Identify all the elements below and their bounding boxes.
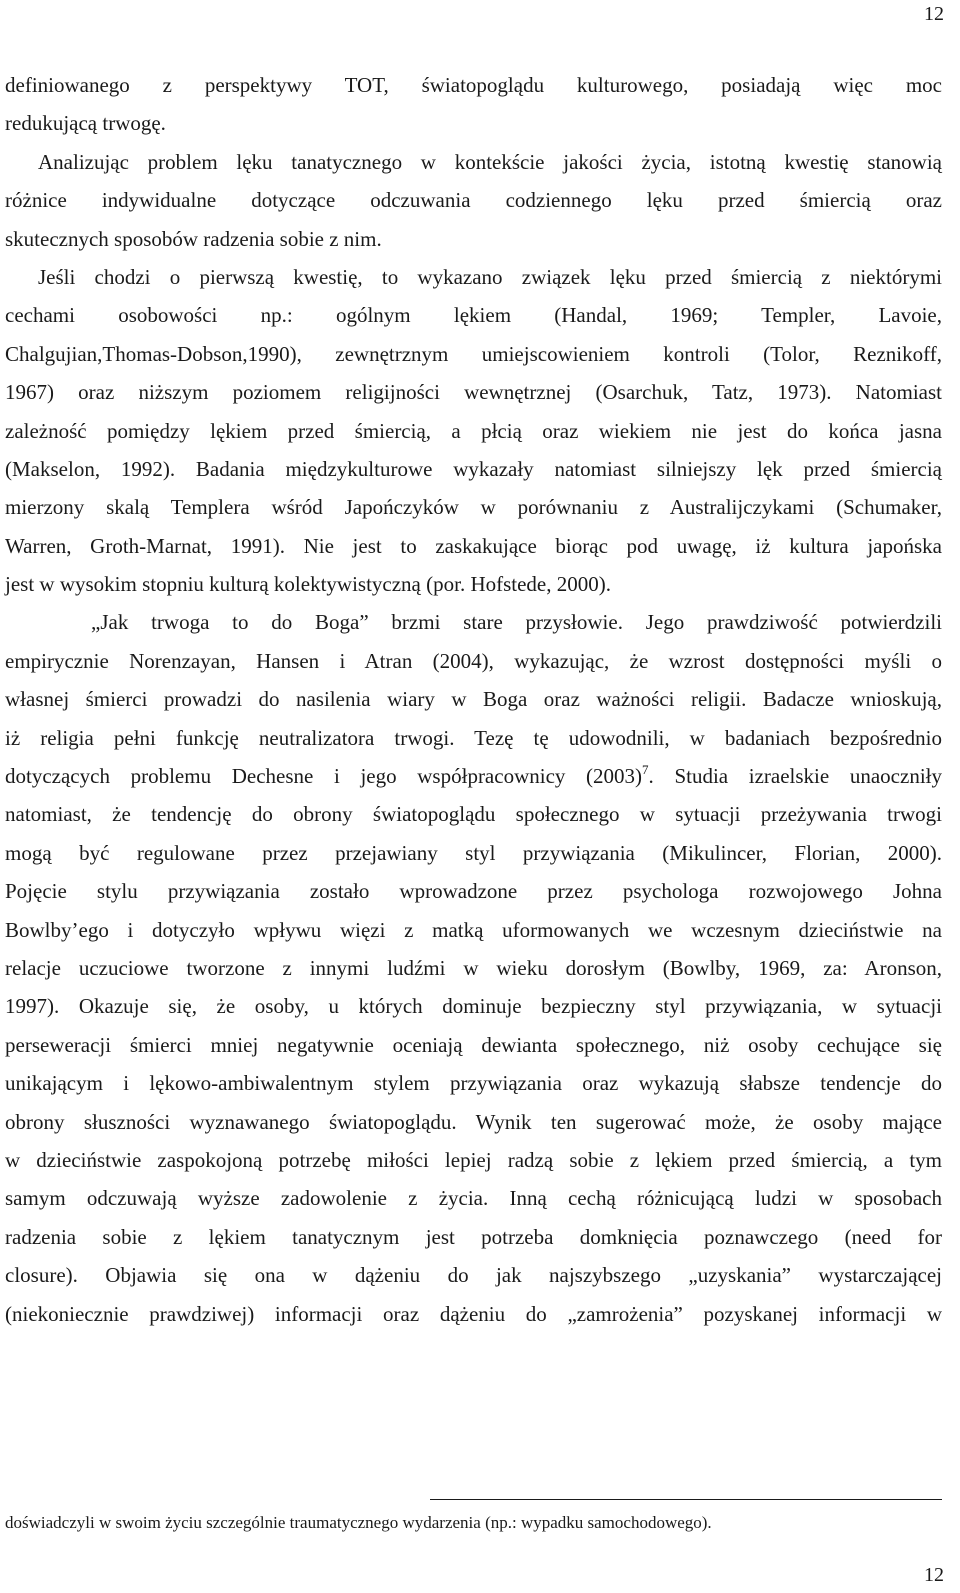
text-segment: . Studia izraelskie unaoczniły (648, 764, 942, 789)
text-line: Bowlby’ego i dotyczyło wpływu więzi z matką uformowanych we wczesnym dzieciństwie na (5, 917, 942, 942)
text-line: definiowanego z perspektywy TOT, światopoglądu kulturowego, posiadają więc moc (5, 73, 942, 97)
text-line: w dzieciństwie zaspokojoną potrzebę miłości lepiej radzą sobie z lękiem przed śmiercią, a tym (5, 1147, 942, 1172)
text-line: skutecznych sposobów radzenia sobie z nim. (5, 226, 382, 251)
text-line: Pojęcie stylu przywiązania zostało wprowadzone przez psychologa rozwojowego Johna (5, 879, 942, 904)
text-line-with-footnote (5, 757, 942, 795)
text-line: obrony słuszności wyznawanego światopoglądu. Wynik ten sugerować może, że osoby mające (5, 1109, 942, 1134)
page-number-bottom: 12 (924, 1564, 944, 1586)
text-line: zależność pomiędzy lękiem przed śmiercią, a płcią oraz wiekiem nie jest do końca jasna (5, 418, 942, 443)
text-line: różnice indywidualne dotyczące odczuwania codziennego lęku przed śmiercią oraz (5, 188, 942, 213)
text-line: iż religia pełni funkcję neutralizatora trwogi. Tezę tę udowodnili, w badaniach bezpośrednio (5, 725, 942, 750)
text-line: closure). Objawia się ona w dążeniu do jak najszybszego „uzyskania” wystarczającej (5, 1263, 942, 1288)
text-line: redukującą trwogę. (5, 111, 166, 136)
text-line: cechami osobowości np.: ogólnym lękiem (Handal, 1969; Templer, Lavoie, (5, 303, 942, 328)
text-line: relacje uczuciowe tworzone z innymi ludźmi w wieku dorosłym (Bowlby, 1969, za: Aronson, (5, 955, 942, 980)
footnote-divider (430, 1499, 942, 1500)
text-line: mierzony skalą Templera wśród Japończyków w porównaniu z Australijczykami (Schumaker, (5, 495, 942, 520)
text-line: samym odczuwają wyższe zadowolenie z życia. Inną cechą różnicującą ludzi w sposobach (5, 1186, 942, 1211)
text-line: empirycznie Norenzayan, Hansen i Atran (2004), wykazując, że wzrost dostępności myśli o (5, 648, 942, 673)
page-number-top: 12 (924, 3, 944, 25)
text-line: 1967) oraz niższym poziomem religijności wewnętrznej (Osarchuk, Tatz, 1973). Natomiast (5, 380, 942, 405)
footnote-text: doświadczyli w swoim życiu szczególnie traumatycznego wydarzenia (np.: wypadku samochodowego). (5, 1513, 712, 1532)
text-line: radzenia sobie z lękiem tanatycznym jest potrzeba domknięcia poznawczego (need for (5, 1224, 942, 1249)
text-line: natomiast, że tendencję do obrony światopoglądu społecznego w sytuacji przeżywania trwogi (5, 802, 942, 827)
text-line: Jeśli chodzi o pierwszą kwestię, to wykazano związek lęku przed śmiercią z niektórymi (38, 264, 942, 289)
text-line: Analizując problem lęku tanatycznego w kontekście jakości życia, istotną kwestię stanowią (38, 149, 942, 174)
text-line: mogą być regulowane przez przejawiany styl przywiązania (Mikulincer, Florian, 2000). (5, 840, 942, 865)
text-line: Warren, Groth-Marnat, 1991). Nie jest to zaskakujące biorąc pod uwagę, iż kultura japońska (5, 533, 942, 558)
text-line: 1997). Okazuje się, że osoby, u których dominuje bezpieczny styl przywiązania, w sytuacji (5, 994, 942, 1019)
text-line: własnej śmierci prowadzi do nasilenia wiary w Boga oraz ważności religii. Badacze wnioskują, (5, 687, 942, 712)
text-line: (niekoniecznie prawdziwej) informacji oraz dążeniu do „zamrożenia” pozyskanej informacji w (5, 1301, 942, 1326)
text-line: „Jak trwoga to do Boga” brzmi stare przysłowie. Jego prawdziwość potwierdzili (91, 610, 942, 635)
text-line: (Makselon, 1992). Badania międzykulturowe wykazały natomiast silniejszy lęk przed śmiercią (5, 456, 942, 481)
body-text (5, 66, 942, 1333)
text-line: jest w wysokim stopniu kulturą kolektywistyczną (por. Hofstede, 2000). (5, 572, 611, 597)
text-line: unikającym i lękowo-ambiwalentnym stylem przywiązania oraz wykazują słabsze tendencje do (5, 1071, 942, 1096)
footnote-marker: 7 (642, 762, 649, 778)
text-line: Chalgujian,Thomas-Dobson,1990), zewnętrznym umiejscowieniem kontroli (Tolor, Reznikoff, (5, 341, 942, 366)
text-line: perseweracji śmierci mniej negatywnie oceniają dewianta społecznego, niż osoby cechujące się (5, 1032, 942, 1057)
text-segment: dotyczących problemu Dechesne i jego współpracownicy (2003) (5, 764, 643, 789)
